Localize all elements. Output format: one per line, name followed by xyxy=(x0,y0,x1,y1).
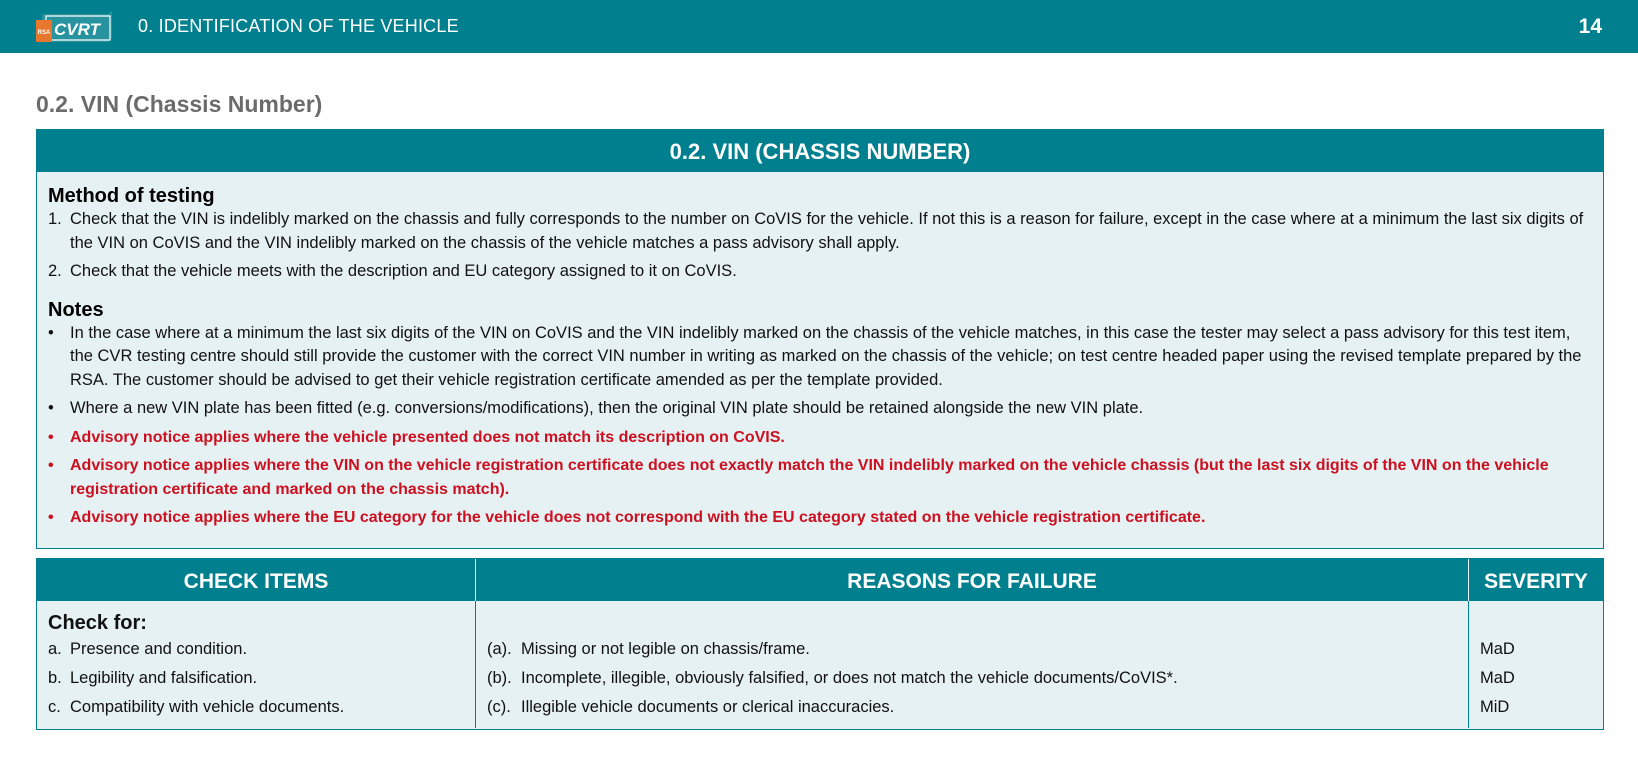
top-header-bar xyxy=(0,0,1638,53)
reason-item xyxy=(487,635,1458,664)
bullet-marker: • xyxy=(48,323,54,342)
advisory-note-item xyxy=(48,454,1593,501)
severity-value: MaD xyxy=(1480,640,1515,658)
check-item xyxy=(48,693,465,722)
logo-text: CVRT xyxy=(54,20,100,39)
reason-text: Missing or not legible on chassis/frame. xyxy=(521,640,810,658)
reason-marker: (b). xyxy=(487,669,512,687)
severity-cell xyxy=(1469,601,1603,728)
advisory-note-item xyxy=(48,506,1593,530)
check-marker: a. xyxy=(48,640,62,658)
vin-info-box xyxy=(36,129,1604,549)
box-title: 0.2. VIN (CHASSIS NUMBER) xyxy=(37,130,1603,172)
table-body xyxy=(37,601,1603,728)
method-list xyxy=(48,208,1593,284)
advisory-note-text: Advisory notice applies where the vehicle presented does not match its description on CoVIS. xyxy=(70,428,785,446)
page-heading: 0.2. VIN (Chassis Number) xyxy=(36,91,323,117)
bullet-marker: • xyxy=(48,509,54,526)
reason-item xyxy=(487,664,1458,693)
cvrt-logo xyxy=(36,10,114,44)
note-item xyxy=(48,397,1593,421)
check-text: Legibility and falsification. xyxy=(70,669,258,687)
bullet-marker: • xyxy=(48,399,54,417)
check-for-heading: Check for: xyxy=(48,612,147,634)
list-marker: 2. xyxy=(48,262,62,280)
method-text: Check that the vehicle meets with the description and EU category assigned to it on CoVIS. xyxy=(70,262,737,280)
section-title: 0. IDENTIFICATION OF THE VEHICLE xyxy=(138,16,459,36)
reason-text: Illegible vehicle documents or clerical inaccuracies. xyxy=(521,698,895,716)
check-marker: c. xyxy=(48,698,61,716)
check-text: Compatibility with vehicle documents. xyxy=(70,698,345,716)
bullet-marker: • xyxy=(48,428,54,446)
notes-list xyxy=(48,322,1593,530)
header-severity: SEVERITY xyxy=(1484,570,1588,593)
logo-small-text: RSA xyxy=(37,30,51,36)
check-item xyxy=(48,664,465,693)
reason-marker: (a). xyxy=(487,640,512,658)
reason-text: Incomplete, illegible, obviously falsified, or does not match the vehicle documents/CoVIS*. xyxy=(521,669,1178,687)
notes-heading: Notes xyxy=(48,298,104,321)
reasons-cell xyxy=(476,601,1469,728)
note-item xyxy=(48,322,1593,393)
check-items-cell xyxy=(37,601,476,728)
advisory-note-text: Advisory notice applies where the EU category for the vehicle does not correspond with the EU category stated on the vehicle registration certificate. xyxy=(70,509,1206,526)
severity-value: MiD xyxy=(1480,698,1510,716)
check-text: Presence and condition. xyxy=(70,640,248,658)
note-text: In the case where at a minimum the last six digits of the VIN on CoVIS and the VIN indelibly marked on the chassis of the vehicle matches, in this case the tester may select a pass advisory for this test item, the CVR testing centre should still provide the customer with the correct VIN number in writing as marked on the chassis of the vehicle; on test centre headed paper using the revised template prepared by the RSA. The customer should be advised to get their vehicle registration certificate amended as per the template provided. xyxy=(70,323,1582,389)
check-items-table xyxy=(36,558,1604,730)
page-number: 14 xyxy=(1578,15,1602,38)
method-item xyxy=(48,260,1593,284)
box-body xyxy=(37,172,1603,530)
header-reasons-for-failure: REASONS FOR FAILURE xyxy=(476,559,1469,601)
severity-value: MaD xyxy=(1480,669,1515,687)
header-check-items: CHECK ITEMS xyxy=(37,559,476,601)
method-item xyxy=(48,208,1593,255)
advisory-note-text: Advisory notice applies where the VIN on the vehicle registration certificate does not exactly match the VIN indelibly marked on the vehicle chassis (but the last six digits of the VIN on the vehicle registration certificate and marked on the chassis match). xyxy=(70,457,1549,498)
table-header-row xyxy=(37,559,1603,601)
advisory-note-item xyxy=(48,426,1593,450)
list-marker: 1. xyxy=(48,210,62,228)
reason-item xyxy=(487,693,1458,722)
check-marker: b. xyxy=(48,669,62,687)
method-heading: Method of testing xyxy=(48,185,215,207)
bullet-marker: • xyxy=(48,457,54,474)
reason-marker: (c). xyxy=(487,698,511,716)
check-item xyxy=(48,635,465,664)
method-text: Check that the VIN is indelibly marked on the chassis and fully corresponds to the number on CoVIS for the vehicle. If not this is a reason for failure, except in the case where at a minimum the last six digits of the VIN on CoVIS and the VIN indelibly marked on the chassis of the vehicle matches a pass advisory shall apply. xyxy=(70,210,1584,252)
note-text: Where a new VIN plate has been fitted (e.g. conversions/modifications), then the original VIN plate should be retained alongside the new VIN plate. xyxy=(70,399,1144,417)
